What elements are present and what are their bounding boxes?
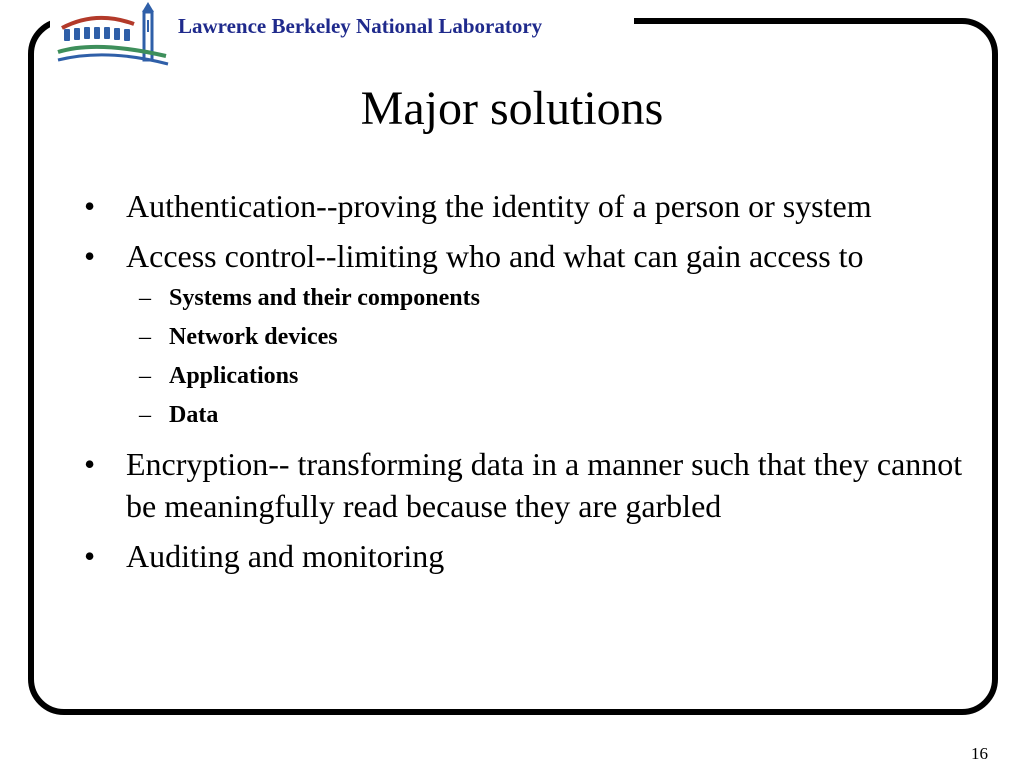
bullet-marker: •	[84, 446, 96, 482]
list-item	[84, 235, 984, 435]
sub-bullet-text: Data	[169, 402, 219, 428]
sub-list-item	[125, 279, 984, 318]
slide-title: Major solutions	[360, 82, 664, 135]
sub-list-item	[125, 318, 984, 357]
lbnl-logo	[56, 2, 170, 68]
bullet-marker: •	[84, 188, 96, 224]
sub-bullet-marker: –	[139, 285, 151, 311]
bullet-text: Auditing and monitoring	[126, 538, 445, 574]
sub-list-item	[125, 396, 984, 435]
sub-list-item	[125, 357, 984, 396]
sub-bullet-text: Systems and their components	[169, 285, 480, 311]
bullet-text: Access control--limiting who and what can gain access to	[126, 238, 864, 274]
sub-bullet-text: Applications	[169, 363, 299, 389]
sub-bullet-text: Network devices	[169, 324, 338, 350]
sub-bullet-marker: –	[139, 402, 151, 428]
sub-bullet-marker: –	[139, 363, 151, 389]
bullet-marker: •	[84, 238, 96, 274]
bullet-text: Encryption-- transforming data in a manner such that they cannot be meaningfully read because they are garbled	[126, 446, 963, 524]
sub-bullet-marker: –	[139, 324, 151, 350]
list-item	[84, 185, 984, 227]
list-item	[84, 443, 984, 527]
page-number: 16	[971, 744, 988, 763]
lab-name: Lawrence Berkeley National Laboratory	[178, 14, 543, 38]
sub-bullet-list	[126, 279, 984, 435]
bullet-marker: •	[84, 538, 96, 574]
bullet-list	[84, 185, 984, 585]
list-item	[84, 535, 984, 577]
bullet-text: Authentication--proving the identity of a person or system	[126, 188, 872, 224]
